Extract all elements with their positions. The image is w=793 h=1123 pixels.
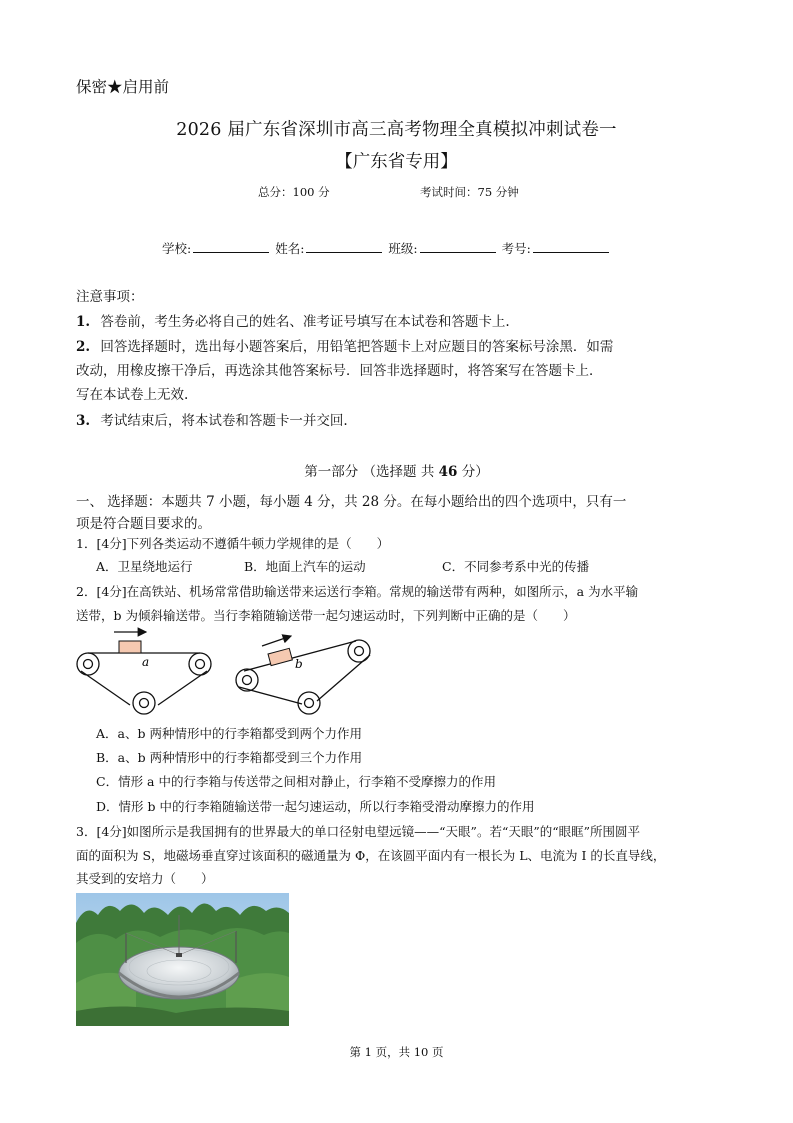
page-subtitle: 【广东省专用】 [335,152,458,172]
question-2-stem-line2: 送带，b 为倾斜输送带。当行李箱随输送带一起匀速运动时，下列判断中正确的是（ ） [76,608,576,623]
notice-item-2-line3: 写在本试卷上无效. [76,387,189,403]
q2-option-c: C．情形 a 中的行李箱与传送带之间相对静止，行李箱不受摩擦力的作用 [96,774,496,789]
section-instructions-line2: 项是符合题目要求的。 [76,516,211,532]
question-3-stem-line2: 面的面积为 S，地磁场垂直穿过该面积的磁通量为 Φ，在该圆平面内有一根长为 L、电流为 I 的长直导线， [76,848,666,863]
school-field[interactable] [193,240,269,253]
question-1-stem: 1．[4分]下列各类运动不遵循牛顿力学规律的是（ ） [76,536,390,551]
class-field[interactable] [420,240,496,253]
notice-item-1 [76,310,510,330]
school-label: 学校: [162,241,192,256]
q1-option-c: C．不同参考系中光的传播 [442,559,590,574]
page-title: 2026 届广东省深圳市高三高考物理全真模拟冲刺试卷一 [176,120,617,140]
question-3-stem-line3: 其受到的安培力（ ） [76,871,214,886]
class-label: 班级: [388,241,418,256]
q1-option-a: A．卫星绕地运行 [96,559,193,574]
conveyor-diagram [76,624,376,724]
notice-item-2 [76,335,613,355]
notice-item-number: 2. [76,339,91,355]
label-b: b [295,657,303,671]
q1-option-b: B．地面上汽车的运动 [244,559,366,574]
notice-item-number: 3. [76,413,91,429]
q2-option-d: D．情形 b 中的行李箱随输送带一起匀速运动，所以行李箱受滑动摩擦力的作用 [96,799,535,814]
label-a: a [142,655,150,669]
luggage-box-a [119,641,141,653]
q2-option-a: A．a、b 两种情形中的行李箱都受到两个力作用 [96,726,362,741]
confidential-mark: 保密★启用前 [76,78,170,96]
total-score: 总分：100 分 [258,185,330,199]
arrow-icon [262,636,291,646]
exam-time: 考试时间：75 分钟 [420,185,519,199]
exam-number-label: 考号: [501,241,531,256]
student-info-row [162,239,611,257]
q2-option-b: B．a、b 两种情形中的行李箱都受到三个力作用 [96,750,363,765]
name-field[interactable] [306,240,382,253]
notice-item-3 [76,409,348,429]
name-label: 姓名: [275,241,305,256]
notice-heading: 注意事项： [76,289,144,305]
notice-item-text: 回答选择题时，选出每小题答案后，用铅笔把答题卡上对应题目的答案标号涂黑．如需 [100,339,614,355]
page-number: 第 1 页，共 10 页 [349,1045,444,1059]
section-instructions-line1: 一、 选择题：本题共 7 小题，每小题 4 分，共 28 分。在每小题给出的四个选项中，只有一 [76,494,627,510]
notice-item-text: 答卷前，考生务必将自己的姓名、准考证号填写在本试卷和答题卡上. [100,314,510,330]
inclined-conveyor-b [236,640,370,714]
notice-item-2-line2: 改动，用橡皮擦干净后，再选涂其他答案标号．回答非选择题时，将答案写在答题卡上． [76,363,603,379]
question-3-stem-line1: 3．[4分]如图所示是我国拥有的世界最大的单口径射电望远镜——“天眼”。若“天眼”的“眼眶”所围圆平 [76,824,641,839]
luggage-box-b [268,648,292,665]
exam-number-field[interactable] [533,240,609,253]
part-heading: 第一部分 （选择题 共 46 分） [304,464,489,480]
notice-item-number: 1. [76,314,91,330]
question-2-stem-line1: 2．[4分]在高铁站、机场常常借助输送带来运送行李箱。常规的输送带有两种，如图所示，a 为水平输 [76,584,639,599]
notice-item-text: 考试结束后，将本试卷和答题卡一并交回. [100,413,348,429]
fast-telescope-photo [76,893,289,1026]
